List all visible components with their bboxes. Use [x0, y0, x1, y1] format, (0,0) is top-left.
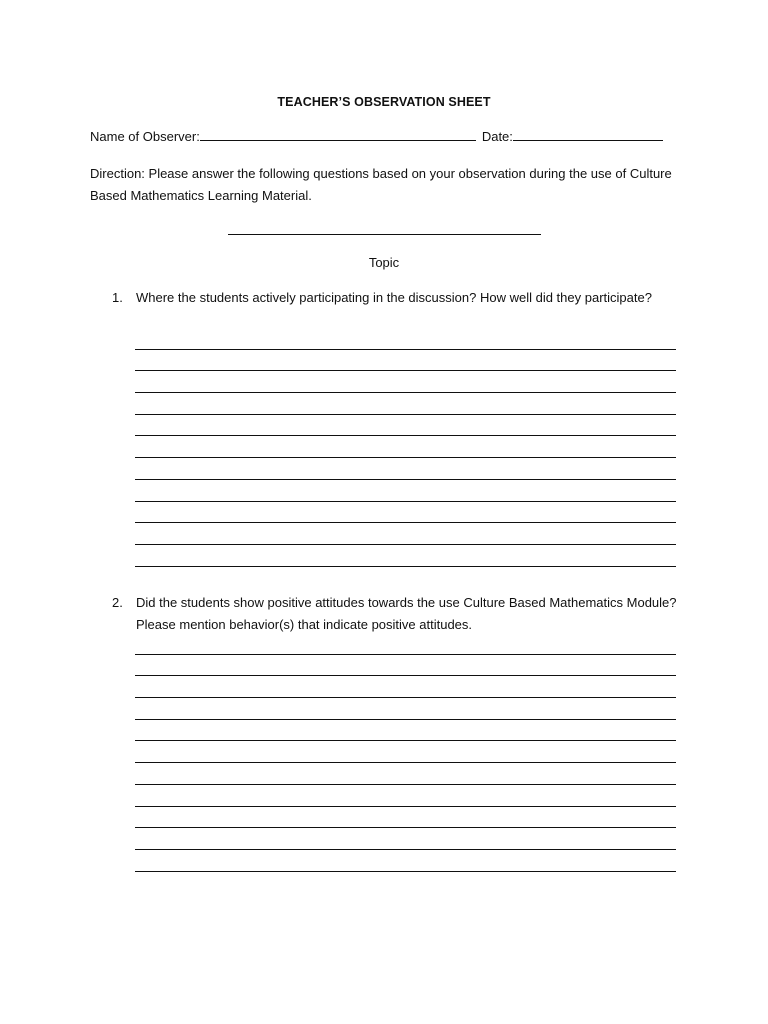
answer-line[interactable] [135, 371, 676, 393]
question-1 [112, 287, 678, 309]
direction-text: Direction: Please answer the following questions based on your observation during the use of Culture Based Mathematics Learning Material. [90, 166, 672, 203]
question-number: 2. [112, 595, 123, 610]
answer-line[interactable] [135, 676, 676, 698]
answer-line[interactable] [135, 698, 676, 720]
answer-line[interactable] [135, 785, 676, 807]
date-label: Date: [481, 129, 513, 144]
answer-lines-2[interactable] [135, 633, 676, 872]
answer-line[interactable] [135, 741, 676, 763]
observer-row [90, 129, 663, 144]
question-number: 1. [112, 290, 123, 305]
answer-line[interactable] [135, 458, 676, 480]
answer-line[interactable] [135, 850, 676, 872]
answer-line[interactable] [135, 328, 676, 350]
answer-line[interactable] [135, 545, 676, 567]
answer-line[interactable] [135, 807, 676, 829]
answer-line[interactable] [135, 393, 676, 415]
answer-line[interactable] [135, 436, 676, 458]
answer-line[interactable] [135, 633, 676, 655]
observer-name-blank[interactable] [200, 129, 476, 141]
topic-label: Topic [368, 255, 400, 270]
sheet-title: TEACHER’S OBSERVATION SHEET [277, 95, 491, 109]
question-text: Where the students actively participating in the discussion? How well did they participate? [136, 290, 652, 305]
answer-line[interactable] [135, 523, 676, 545]
topic-blank[interactable] [228, 234, 541, 235]
question-2 [112, 592, 678, 636]
answer-line[interactable] [135, 763, 676, 785]
answer-line[interactable] [135, 720, 676, 742]
observer-name-label: Name of Observer: [90, 129, 200, 144]
answer-line[interactable] [135, 350, 676, 372]
answer-lines-1[interactable] [135, 328, 676, 567]
answer-line[interactable] [135, 502, 676, 524]
answer-line[interactable] [135, 415, 676, 437]
date-blank[interactable] [513, 129, 663, 141]
question-text: Did the students show positive attitudes towards the use Culture Based Mathematics Module? Please mention behavior(s) that indicate positive attitudes. [136, 595, 677, 632]
answer-line[interactable] [135, 828, 676, 850]
answer-line[interactable] [135, 480, 676, 502]
answer-line[interactable] [135, 655, 676, 677]
